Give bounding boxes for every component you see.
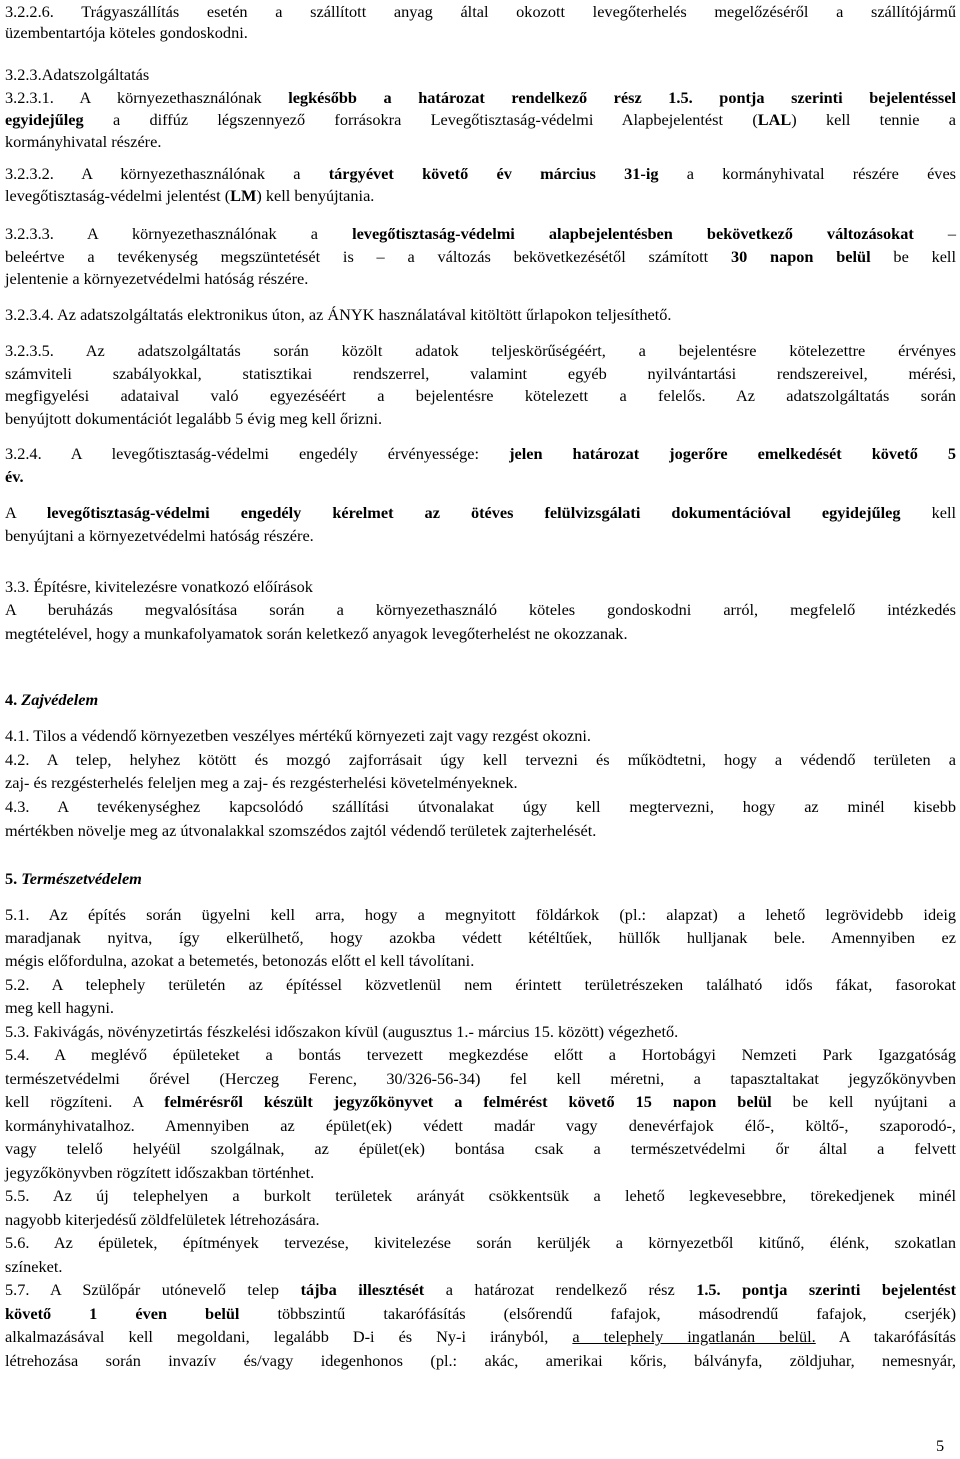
page-number: 5: [936, 1436, 945, 1455]
paragraph-5-6-line-1: 5.6. Az épületek, építmények tervezése, kivitelezése során kerüljék a környezetből kitűnő, élénk, szokatlan: [5, 1233, 956, 1252]
paragraph-5-7-line-1: 5.7. A Szülőpár utónevelő telep tájba illesztését a határozat rendelkező rész 1.5. pontja szerinti bejelentést: [5, 1280, 957, 1299]
paragraph-5-3: 5.3. Fakivágás, növényzetirtás fészkelési időszakon kívül (augusztus 1.- március 15. között) végezhető.: [5, 1022, 679, 1041]
paragraph-3-2-3-5-line-1: 3.2.3.5. Az adatszolgáltatás során közölt adatok teljeskörűségéért, a bejelentésre kötelezettre érvényes: [5, 341, 956, 360]
paragraph-5-1-line-2: maradjanak nyitva, így elkerülhető, hogy azokba védett kétéltűek, hüllők hulljanak bele. Amennyiben ez: [5, 928, 956, 947]
paragraph-3-2-2-6-line-2: üzembentartója köteles gondoskodni.: [5, 23, 248, 42]
paragraph-3-2-2-6-line-1: 3.2.2.6. Trágyaszállítás esetén a szállított anyag által okozott levegőterhelés megelőzéséről a szállítójármű: [5, 2, 956, 21]
paragraph-4-2-line-1: 4.2. A telep, helyhez kötött és mozgó zajforrásait úgy kell tervezni és működtetni, hogy a védendő területen a: [5, 750, 956, 769]
paragraph-5-4-line-4: kormányhivatalhoz. Amennyiben az épület(ek) védett madár vagy denevérfajok élő-, költő-, szaporodó-,: [5, 1116, 956, 1135]
paragraph-5-7-line-4: létrehozása során invazív és/vagy idegenhonos (pl.: akác, amerikai kőris, bálványfa, zöldjuhar, nemesnyár,: [5, 1351, 956, 1370]
paragraph-5-4-line-1: 5.4. A meglévő épületeket a bontás tervezett megkezdése előtt a Hortobágyi Nemzeti Park Igazgatóság: [5, 1045, 956, 1064]
paragraph-5-6-line-2: színeket.: [5, 1257, 63, 1276]
paragraph-3-2-3-3-line-3: jelentenie a környezetvédelmi hatóság részére.: [5, 269, 309, 288]
paragraph-3-2-3-4: 3.2.3.4. Az adatszolgáltatás elektronikus úton, az ÁNYK használatával kitöltött űrlapokon teljesíthető.: [5, 305, 672, 324]
paragraph-3-3-line-1: A beruházás megvalósítása során a környezethasználó köteles gondoskodni arról, megfelelő intézkedés: [5, 600, 956, 619]
paragraph-3-2-3-1-line-3: kormányhivatal részére.: [5, 132, 162, 151]
paragraph-4-3-line-1: 4.3. A tevékenységhez kapcsolódó szállítási útvonalakat úgy kell megtervezni, hogy az minél kisebb: [5, 797, 956, 816]
paragraph-5-4-line-3: kell rögzíteni. A felmérésről készült jegyzőkönyvet a felmérést követő 15 napon belül be kell nyújtani a: [5, 1092, 956, 1111]
paragraph-3-2-4-line-1: 3.2.4. A levegőtisztaság-védelmi engedély érvényessége: jelen határozat jogerőre emelkedését követő 5: [5, 444, 956, 463]
paragraph-3-2-3-1-line-1: 3.2.3.1. A környezethasználónak legkésőbb a határozat rendelkező rész 1.5. pontja szerinti bejelentéssel: [5, 88, 956, 107]
section-4-heading: 4. Zajvédelem: [5, 690, 99, 709]
paragraph-permit-request-line-1: A levegőtisztaság-védelmi engedély kérelmet az ötéves felülvizsgálati dokumentációval egyidejűleg kell: [5, 503, 957, 522]
paragraph-3-2-3-2-line-1: 3.2.3.2. A környezethasználónak a tárgyévet követő év március 31-ig a kormányhivatal részére éves: [5, 164, 957, 183]
paragraph-3-2-3-2-line-2: levegőtisztaság-védelmi jelentést (LM) kell benyújtania.: [5, 186, 375, 205]
paragraph-5-5-line-2: nagyobb kiterjedésű zöldfelületek létrehozására.: [5, 1210, 320, 1229]
paragraph-3-2-4-line-2: év.: [5, 467, 24, 486]
paragraph-5-1-line-1: 5.1. Az építés során ügyelni kell arra, hogy a megnyitott földárkok (pl.: alapzat) a lehető legrövidebb ideig: [5, 905, 956, 924]
paragraph-permit-request-line-2: benyújtani a környezetvédelmi hatóság részére.: [5, 526, 314, 545]
paragraph-3-2-3-5-line-4: benyújtott dokumentációt legalább 5 évig meg kell őrizni.: [5, 409, 383, 428]
paragraph-3-2-3-5-line-2: számviteli szabályokkal, statisztikai rendszerrel, valamint egyéb nyilvántartási rendszereivel, mérési,: [5, 364, 956, 383]
paragraph-4-1: 4.1. Tilos a védendő környezetben veszélyes mértékű környezeti zajt vagy rezgést okozni.: [5, 726, 591, 745]
paragraph-5-1-line-3: mégis előfordulna, azokat a betemetés, betonozás előtt el kell távolítani.: [5, 951, 475, 970]
paragraph-4-3-line-2: mértékben növelje meg az útvonalakkal szomszédos zajtól védendő területek zajterhelését.: [5, 821, 597, 840]
paragraph-4-2-line-2: zaj- és rezgésterhelés feleljen meg a zaj- és rezgésterhelési követelményeknek.: [5, 773, 518, 792]
paragraph-5-4-line-2: természetvédelmi őrével (Herczeg Ferenc, 30/326-56-34) fel kell méretni, a tapasztaltakat jegyzőkönyvben: [5, 1069, 956, 1088]
paragraph-3-2-3-3-line-2: beleértve a tevékenység megszüntetését is – a változás bekövetkezésétől számított 30 napon belül be kell: [5, 247, 956, 266]
paragraph-5-5-line-1: 5.5. Az új telephelyen a burkolt területek arányát csökkentsük a lehető legkevesebbre, törekedjenek minél: [5, 1186, 956, 1205]
paragraph-5-4-line-6: jegyzőkönyvben rögzített időszakban történhet.: [5, 1163, 315, 1182]
paragraph-5-2-line-2: meg kell hagyni.: [5, 998, 114, 1017]
paragraph-3-3-line-2: megtételével, hogy a munkafolyamatok során keletkező anyagok levegőterhelést ne okozzanak.: [5, 624, 628, 643]
section-3-3-heading: 3.3. Építésre, kivitelezésre vonatkozó előírások: [5, 577, 313, 596]
section-5-heading: 5. Természetvédelem: [5, 869, 142, 888]
paragraph-3-2-3-1-line-2: egyidejűleg a diffúz légszennyező forrásokra Levegőtisztaság-védelmi Alapbejelentést (LAL) kell tennie a: [5, 110, 956, 129]
section-3-2-3-heading: 3.2.3.Adatszolgáltatás: [5, 65, 150, 84]
paragraph-3-2-3-3-line-1: 3.2.3.3. A környezethasználónak a levegőtisztaság-védelmi alapbejelentésben bekövetkező változásokat –: [5, 224, 956, 243]
paragraph-5-4-line-5: vagy telelő helyéül szolgálnak, az épület(ek) bontása csak a természetvédelmi őr által a felvett: [5, 1139, 956, 1158]
paragraph-5-7-line-3: alkalmazásával kell megoldani, legalább D-i és Ny-i irányból, a telephely ingatlanán belül. A takarófásítás: [5, 1327, 957, 1346]
paragraph-5-2-line-1: 5.2. A telephely területén az építéssel közvetlenül nem érintett területrészeken található idős fákat, fasorokat: [5, 975, 956, 994]
paragraph-5-7-line-2: követő 1 éven belül többszintű takarófásítás (elsőrendű fafajok, másodrendű fafajok, cserjék): [5, 1304, 957, 1323]
paragraph-3-2-3-5-line-3: megfigyelési adataival való egyezéséért a bejelentésre kötelezett a felelős. Az adatszolgáltatás során: [5, 386, 956, 405]
